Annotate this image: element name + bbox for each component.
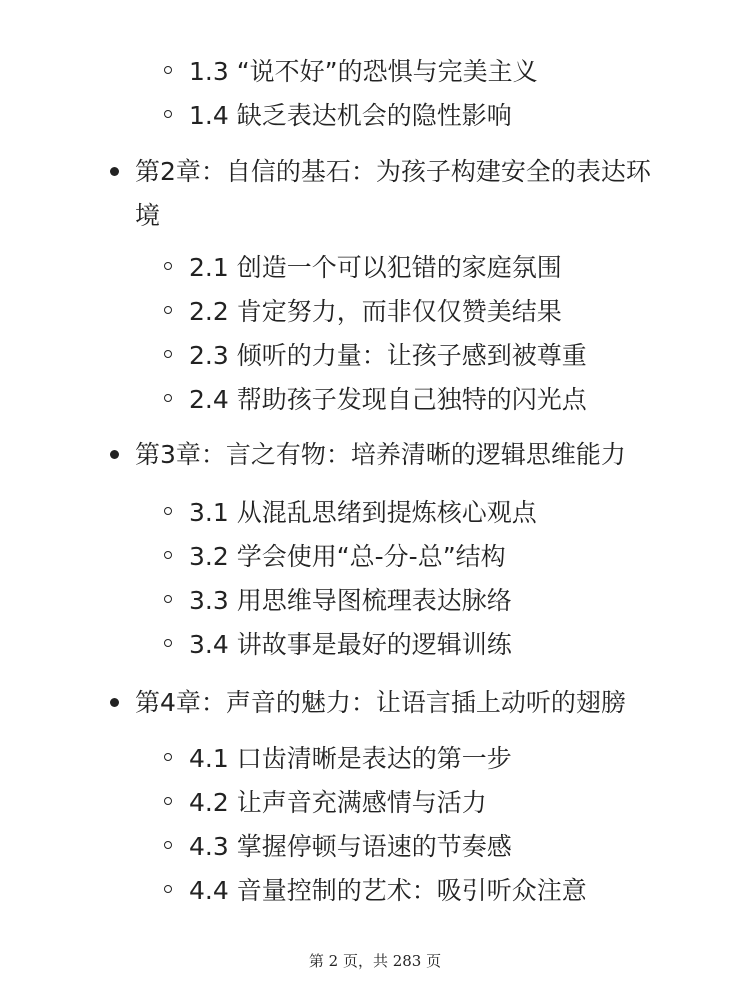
toc-chapter-item bbox=[135, 150, 655, 238]
toc-chapter-text: 第2章：自信的基石：为孩子构建安全的表达环境 bbox=[135, 157, 651, 230]
toc-section-text: 3.3 用思维导图梳理表达脉络 bbox=[189, 586, 512, 615]
hollow-bullet-icon bbox=[164, 885, 172, 893]
hollow-bullet-icon bbox=[164, 306, 172, 314]
hollow-bullet-icon bbox=[164, 507, 172, 515]
toc-section-item bbox=[189, 584, 512, 618]
toc-section-item bbox=[189, 55, 538, 89]
toc-section-text: 3.1 从混乱思绪到提炼核心观点 bbox=[189, 498, 537, 527]
toc-section-item bbox=[189, 383, 587, 417]
toc-section-item bbox=[189, 295, 562, 329]
toc-section-text: 1.4 缺乏表达机会的隐性影响 bbox=[189, 101, 512, 130]
toc-section-text: 3.2 学会使用“总-分-总”结构 bbox=[189, 542, 506, 571]
hollow-bullet-icon bbox=[164, 110, 172, 118]
toc-section-text: 1.3 “说不好”的恐惧与完美主义 bbox=[189, 57, 538, 86]
filled-bullet-icon bbox=[110, 698, 119, 707]
hollow-bullet-icon bbox=[164, 797, 172, 805]
hollow-bullet-icon bbox=[164, 262, 172, 270]
page-number-footer: 第 2 页，共 283 页 bbox=[308, 952, 442, 970]
toc-section-item bbox=[189, 830, 512, 864]
toc-chapter-item bbox=[135, 686, 626, 720]
hollow-bullet-icon bbox=[164, 394, 172, 402]
hollow-bullet-icon bbox=[164, 551, 172, 559]
toc-section-item bbox=[189, 496, 537, 530]
toc-section-text: 4.2 让声音充满感情与活力 bbox=[189, 788, 487, 817]
toc-section-item bbox=[189, 786, 487, 820]
filled-bullet-icon bbox=[110, 167, 119, 176]
hollow-bullet-icon bbox=[164, 841, 172, 849]
toc-section-item bbox=[189, 251, 562, 285]
toc-section-text: 4.4 音量控制的艺术：吸引听众注意 bbox=[189, 876, 587, 905]
toc-section-text: 4.3 掌握停顿与语速的节奏感 bbox=[189, 832, 512, 861]
hollow-bullet-icon bbox=[164, 350, 172, 358]
hollow-bullet-icon bbox=[164, 595, 172, 603]
toc-chapter-item bbox=[135, 438, 626, 472]
toc-section-item bbox=[189, 742, 512, 776]
toc-section-item bbox=[189, 540, 506, 574]
toc-section-text: 3.4 讲故事是最好的逻辑训练 bbox=[189, 630, 512, 659]
toc-section-item bbox=[189, 874, 587, 908]
toc-section-text: 2.4 帮助孩子发现自己独特的闪光点 bbox=[189, 385, 587, 414]
toc-section-item bbox=[189, 628, 512, 662]
toc-chapter-text: 第3章：言之有物：培养清晰的逻辑思维能力 bbox=[135, 440, 626, 469]
toc-section-item bbox=[189, 339, 587, 373]
hollow-bullet-icon bbox=[164, 66, 172, 74]
toc-section-text: 2.2 肯定努力，而非仅仅赞美结果 bbox=[189, 297, 562, 326]
toc-section-text: 2.3 倾听的力量：让孩子感到被尊重 bbox=[189, 341, 587, 370]
hollow-bullet-icon bbox=[164, 753, 172, 761]
toc-section-text: 2.1 创造一个可以犯错的家庭氛围 bbox=[189, 253, 562, 282]
filled-bullet-icon bbox=[110, 450, 119, 459]
toc-section-text: 4.1 口齿清晰是表达的第一步 bbox=[189, 744, 512, 773]
hollow-bullet-icon bbox=[164, 639, 172, 647]
toc-section-item bbox=[189, 99, 512, 133]
toc-chapter-text: 第4章：声音的魅力：让语言插上动听的翅膀 bbox=[135, 688, 626, 717]
